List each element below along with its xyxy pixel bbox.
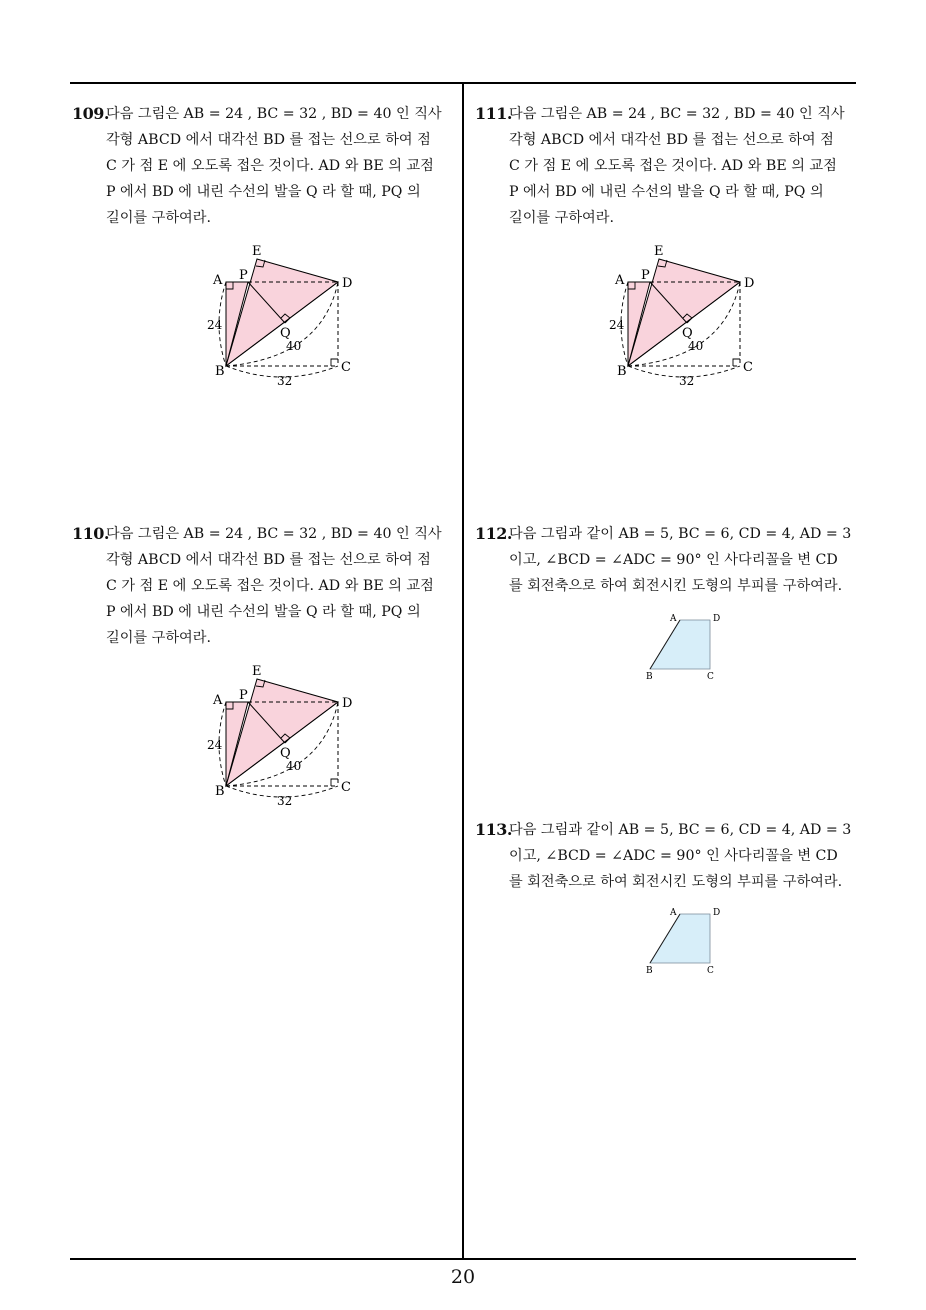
problem-text-line: 길이를 구하여라. bbox=[509, 210, 614, 226]
label-b: B bbox=[215, 784, 225, 799]
label-p: P bbox=[641, 268, 650, 283]
problem-text-line: 를 회전축으로 하여 회전시킨 도형의 부피를 구하여라. bbox=[509, 874, 843, 890]
label-measure-bc: 32 bbox=[277, 374, 293, 388]
problem-number: 111. bbox=[475, 104, 512, 123]
fold-diagram bbox=[602, 238, 762, 398]
problem-text-line: P 에서 BD 에 내린 수선의 발을 Q 라 할 때, PQ 의 bbox=[509, 184, 824, 200]
label-d: D bbox=[713, 614, 721, 624]
problem-text-line: 각형 ABCD 에서 대각선 BD 를 접는 선으로 하여 점 bbox=[509, 132, 834, 148]
fold-diagram bbox=[200, 658, 360, 818]
problem-text-line: P 에서 BD 에 내린 수선의 발을 Q 라 할 때, PQ 의 bbox=[106, 604, 421, 620]
label-c: C bbox=[341, 360, 351, 375]
trapezoid-abcd bbox=[650, 914, 710, 963]
problem-text-line: 길이를 구하여라. bbox=[106, 210, 211, 226]
label-d: D bbox=[713, 908, 721, 918]
bottom-rule bbox=[70, 1258, 856, 1260]
label-measure-bd: 40 bbox=[286, 339, 302, 353]
problem-text-line: P 에서 BD 에 내린 수선의 발을 Q 라 할 때, PQ 의 bbox=[106, 184, 421, 200]
fold-figure-109 bbox=[200, 238, 360, 402]
page-number: 20 bbox=[450, 1266, 476, 1288]
problem-number: 110. bbox=[72, 524, 109, 543]
trapezoid-diagram bbox=[640, 902, 740, 982]
label-a: A bbox=[213, 693, 223, 708]
trapezoid-figure-112 bbox=[640, 608, 740, 692]
label-measure-bc: 32 bbox=[277, 794, 293, 808]
right-angle-c bbox=[331, 359, 338, 366]
problem-text-line: C 가 점 E 에 오도록 접은 것이다. AD 와 BE 의 교점 bbox=[106, 578, 434, 594]
problem-number: 109. bbox=[72, 104, 109, 123]
problem-text-line: C 가 점 E 에 오도록 접은 것이다. AD 와 BE 의 교점 bbox=[106, 158, 434, 174]
problem-text-line: 다음 그림과 같이 AB = 5, BC = 6, CD = 4, AD = 3 bbox=[509, 526, 852, 542]
problem-text-line: C 가 점 E 에 오도록 접은 것이다. AD 와 BE 의 교점 bbox=[509, 158, 837, 174]
column-divider bbox=[462, 82, 464, 1259]
problem-112 bbox=[475, 521, 860, 599]
label-c: C bbox=[341, 780, 351, 795]
label-q: Q bbox=[280, 326, 291, 341]
label-d: D bbox=[744, 276, 755, 291]
fold-figure-111 bbox=[602, 238, 762, 402]
problem-109 bbox=[72, 101, 457, 231]
problem-text-line: 길이를 구하여라. bbox=[106, 630, 211, 646]
label-measure-bd: 40 bbox=[286, 759, 302, 773]
label-c: C bbox=[707, 966, 714, 976]
fold-figure-110 bbox=[200, 658, 360, 822]
label-b: B bbox=[617, 364, 627, 379]
label-e: E bbox=[252, 664, 262, 679]
right-angle-c bbox=[733, 359, 740, 366]
problem-111 bbox=[475, 101, 860, 231]
problem-text-line: 이고, ∠BCD = ∠ADC = 90° 인 사다리꼴을 변 CD bbox=[509, 552, 838, 568]
problem-text-line: 다음 그림은 AB = 24 , BC = 32 , BD = 40 인 직사 bbox=[106, 526, 442, 542]
problem-text-line: 다음 그림과 같이 AB = 5, BC = 6, CD = 4, AD = 3 bbox=[509, 822, 852, 838]
label-a: A bbox=[615, 273, 625, 288]
right-angle-c bbox=[331, 779, 338, 786]
label-a: A bbox=[213, 273, 223, 288]
label-b: B bbox=[646, 966, 653, 976]
problem-text-line: 다음 그림은 AB = 24 , BC = 32 , BD = 40 인 직사 bbox=[509, 106, 845, 122]
problem-text-line: 각형 ABCD 에서 대각선 BD 를 접는 선으로 하여 점 bbox=[106, 552, 431, 568]
label-c: C bbox=[707, 672, 714, 682]
label-q: Q bbox=[682, 326, 693, 341]
problem-110 bbox=[72, 521, 457, 651]
label-c: C bbox=[743, 360, 753, 375]
problem-text-line: 다음 그림은 AB = 24 , BC = 32 , BD = 40 인 직사 bbox=[106, 106, 442, 122]
label-b: B bbox=[646, 672, 653, 682]
label-e: E bbox=[252, 244, 262, 259]
trapezoid-figure-113 bbox=[640, 902, 740, 986]
label-p: P bbox=[239, 268, 248, 283]
label-d: D bbox=[342, 276, 353, 291]
problem-text-line: 를 회전축으로 하여 회전시킨 도형의 부피를 구하여라. bbox=[509, 578, 843, 594]
label-a: A bbox=[670, 614, 677, 624]
label-measure-bd: 40 bbox=[688, 339, 704, 353]
problem-number: 113. bbox=[475, 820, 512, 839]
label-e: E bbox=[654, 244, 664, 259]
fold-diagram bbox=[200, 238, 360, 398]
problem-text-line: 이고, ∠BCD = ∠ADC = 90° 인 사다리꼴을 변 CD bbox=[509, 848, 838, 864]
label-a: A bbox=[670, 908, 677, 918]
label-measure-bc: 32 bbox=[679, 374, 695, 388]
problem-text-line: 각형 ABCD 에서 대각선 BD 를 접는 선으로 하여 점 bbox=[106, 132, 431, 148]
label-measure-ab: 24 bbox=[207, 738, 223, 752]
label-p: P bbox=[239, 688, 248, 703]
label-d: D bbox=[342, 696, 353, 711]
problem-113 bbox=[475, 817, 860, 895]
label-b: B bbox=[215, 364, 225, 379]
problem-number: 112. bbox=[475, 524, 512, 543]
label-q: Q bbox=[280, 746, 291, 761]
trapezoid-diagram bbox=[640, 608, 740, 688]
label-measure-ab: 24 bbox=[609, 318, 625, 332]
trapezoid-abcd bbox=[650, 620, 710, 669]
label-measure-ab: 24 bbox=[207, 318, 223, 332]
